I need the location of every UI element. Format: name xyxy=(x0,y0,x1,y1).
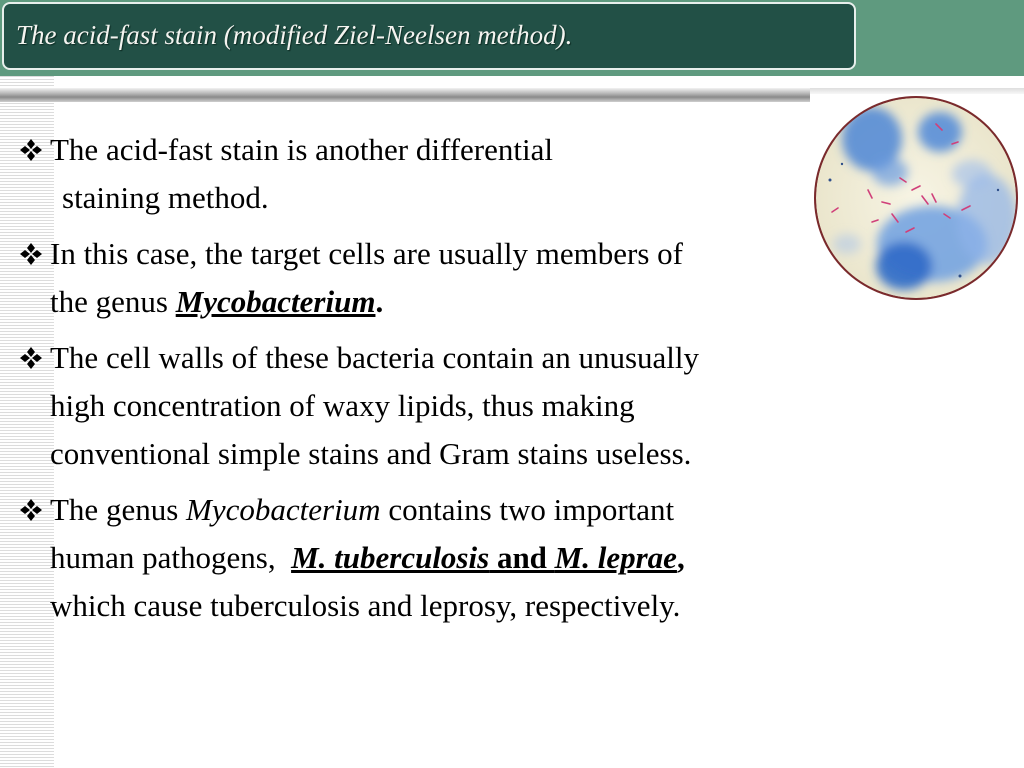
text-run: , xyxy=(676,540,685,575)
bullet-line: high concentration of waxy lipids, thus making xyxy=(50,388,635,423)
bullet-item xyxy=(12,126,892,222)
bullet-line xyxy=(50,278,892,326)
text-run: contains two important xyxy=(380,492,675,527)
bullet-line xyxy=(50,486,892,534)
species-name-emphasis: M. leprae xyxy=(554,540,677,575)
diamond-bullet-icon xyxy=(18,126,48,174)
text-run: The genus xyxy=(50,492,187,527)
genus-name-emphasis: Mycobacterium xyxy=(175,284,376,319)
slide-body xyxy=(12,126,892,638)
text-run: the genus xyxy=(50,284,176,319)
microscope-slide-image xyxy=(812,94,1020,302)
bullet-line: conventional simple stains and Gram stains useless. xyxy=(50,436,692,471)
text-run: human pathogens, xyxy=(50,540,292,575)
genus-name-italic: Mycobacterium xyxy=(186,492,381,527)
bullet-line: The cell walls of these bacteria contain an unusually xyxy=(50,340,700,375)
bullet-line: staining method. xyxy=(62,180,269,215)
bullet-item xyxy=(12,230,892,326)
header-divider-bar xyxy=(0,88,810,102)
slide-title: The acid-fast stain (modified Ziel-Neelsen method). xyxy=(16,20,573,50)
diamond-bullet-icon xyxy=(18,230,48,278)
diamond-bullet-icon xyxy=(18,334,48,382)
bullet-line: In this case, the target cells are usually members of xyxy=(50,236,683,271)
text-run: . xyxy=(375,284,384,319)
bullet-item xyxy=(12,486,892,630)
bullet-line xyxy=(50,534,892,582)
bullet-item xyxy=(12,334,892,478)
title-box xyxy=(2,2,856,70)
diamond-bullet-icon xyxy=(18,486,48,534)
species-name-emphasis: M. tuberculosis xyxy=(291,540,490,575)
text-run: and xyxy=(489,540,555,575)
bullet-line: The acid-fast stain is another differential xyxy=(50,132,553,167)
bullet-line: which cause tuberculosis and leprosy, respectively. xyxy=(50,588,681,623)
